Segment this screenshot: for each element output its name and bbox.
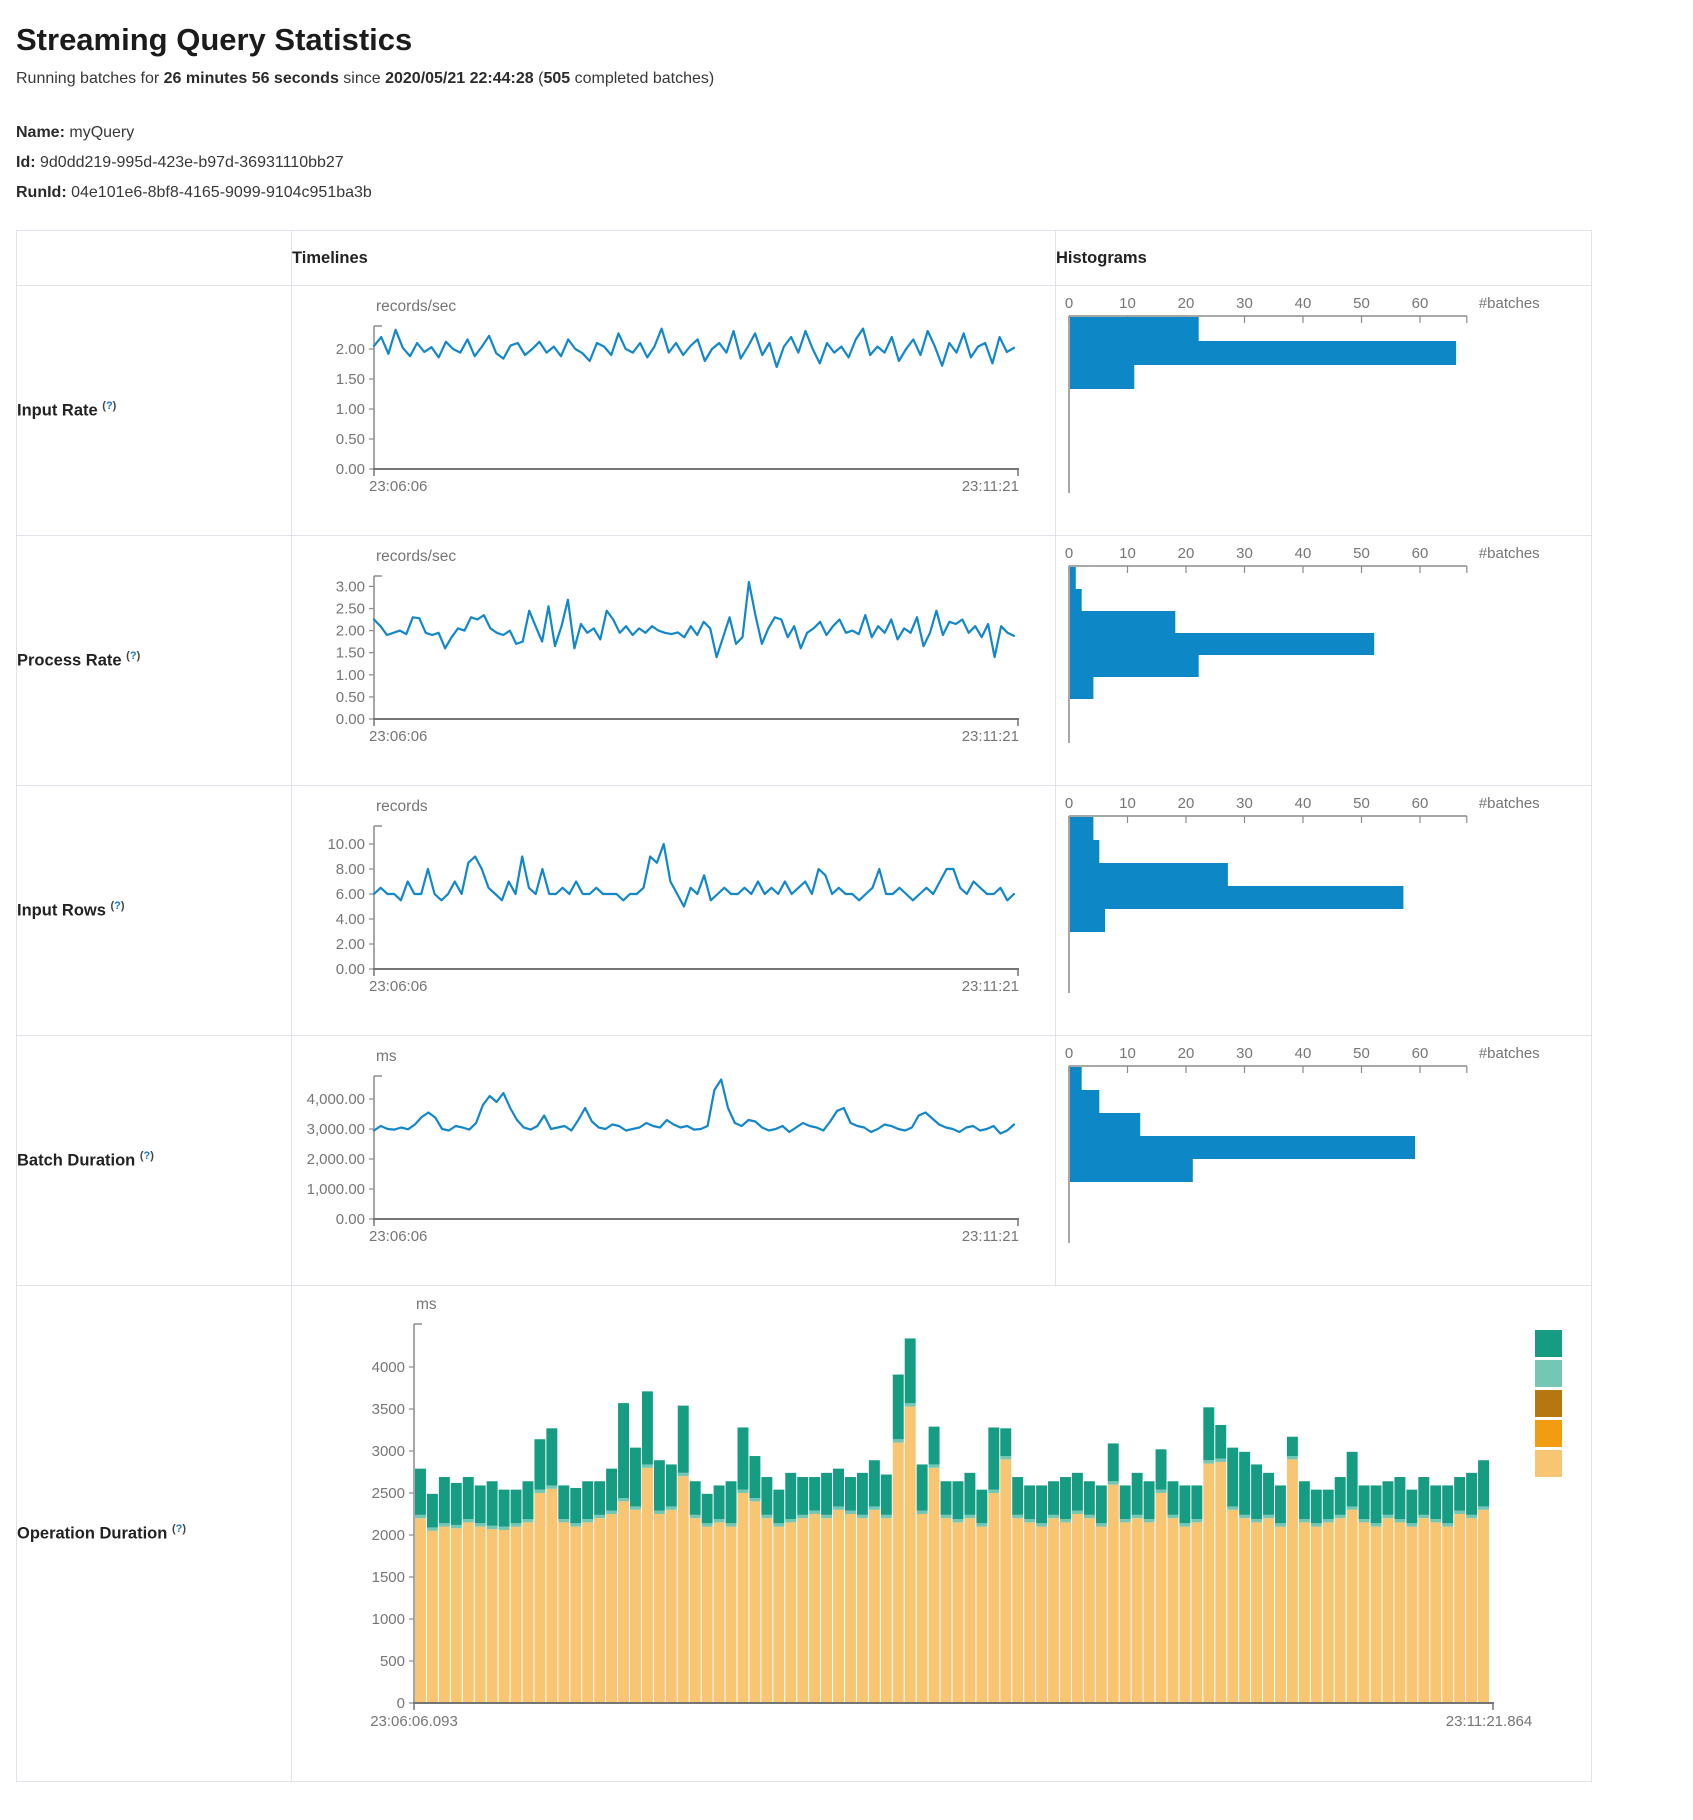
query-id-line <box>16 148 1693 178</box>
svg-text:0.50: 0.50 <box>335 688 365 706</box>
svg-text:0: 0 <box>1064 295 1074 312</box>
svg-text:6.00: 6.00 <box>335 886 365 903</box>
svg-text:23:06:06.093: 23:06:06.093 <box>370 1713 458 1730</box>
svg-text:0.00: 0.00 <box>335 961 365 978</box>
row-label: Input Rate <box>17 401 98 420</box>
svg-text:1500: 1500 <box>371 1569 405 1586</box>
query-name-line <box>16 118 1693 148</box>
svg-text:20: 20 <box>1177 545 1195 562</box>
running-since: since <box>338 70 386 87</box>
process-rate-timeline-cell <box>292 536 1056 786</box>
statistics-table <box>16 230 1592 1782</box>
svg-text:10.00: 10.00 <box>327 836 365 853</box>
svg-text:40: 40 <box>1294 1045 1312 1062</box>
batch-duration-timeline-chart <box>292 1036 1054 1284</box>
svg-text:23:11:21: 23:11:21 <box>961 728 1019 745</box>
table-header-row <box>17 231 1592 286</box>
input-rows-histogram-chart <box>1056 786 1590 1034</box>
svg-text:1000: 1000 <box>371 1611 405 1628</box>
input-rows-label-cell <box>17 786 292 1036</box>
svg-text:2.00: 2.00 <box>335 936 365 953</box>
operation-duration-label-cell <box>17 1286 292 1782</box>
svg-text:10: 10 <box>1119 295 1136 312</box>
input-rate-timeline-cell <box>292 286 1056 536</box>
running-suffix: completed batches) <box>570 70 715 87</box>
svg-text:records: records <box>376 798 428 815</box>
svg-text:30: 30 <box>1236 545 1253 562</box>
svg-text:23:06:06: 23:06:06 <box>369 728 428 745</box>
operation-duration-row <box>17 1286 1592 1782</box>
running-duration: 26 minutes 56 seconds <box>163 70 339 87</box>
svg-text:4,000.00: 4,000.00 <box>306 1091 365 1108</box>
row-label: Input Rows <box>17 901 106 920</box>
paren-open: ( <box>533 70 544 87</box>
svg-text:3,000.00: 3,000.00 <box>306 1121 365 1138</box>
svg-text:0.00: 0.00 <box>335 461 365 478</box>
empty-header-cell <box>17 231 292 286</box>
svg-text:23:11:21: 23:11:21 <box>961 978 1019 995</box>
process-rate-help-icon[interactable]: (?) <box>126 650 141 663</box>
svg-text:23:06:06: 23:06:06 <box>369 478 428 495</box>
batch-duration-row <box>17 1036 1592 1286</box>
svg-text:#batches: #batches <box>1478 795 1540 812</box>
svg-text:20: 20 <box>1177 1045 1195 1062</box>
row-label: Operation Duration <box>17 1524 168 1543</box>
svg-text:50: 50 <box>1353 545 1370 562</box>
query-runid-line <box>16 178 1693 208</box>
svg-text:2.00: 2.00 <box>335 341 365 358</box>
query-runid-value: 04e101e6-8bf8-4165-9099-9104c951ba3b <box>71 184 372 201</box>
svg-text:30: 30 <box>1236 295 1253 312</box>
svg-text:40: 40 <box>1294 795 1312 812</box>
svg-text:4000: 4000 <box>371 1359 405 1376</box>
query-name-value: myQuery <box>69 124 135 141</box>
svg-text:8.00: 8.00 <box>335 861 365 878</box>
query-runid-label: RunId: <box>16 184 67 201</box>
input-rows-help-icon[interactable]: (?) <box>110 900 125 913</box>
completed-batches-count: 505 <box>543 70 571 87</box>
batch-duration-histogram-cell <box>1056 1036 1592 1286</box>
input-rate-label-cell <box>17 286 292 536</box>
input-rows-histogram-cell <box>1056 786 1592 1036</box>
svg-text:3000: 3000 <box>371 1443 405 1460</box>
process-rate-timeline-chart <box>292 536 1054 784</box>
svg-text:0: 0 <box>1064 545 1074 562</box>
svg-text:0.50: 0.50 <box>335 431 365 448</box>
svg-text:3.00: 3.00 <box>335 578 365 596</box>
svg-text:23:11:21.864: 23:11:21.864 <box>1445 1713 1533 1730</box>
running-prefix: Running batches for <box>16 70 164 87</box>
svg-text:23:11:21: 23:11:21 <box>961 1228 1019 1245</box>
process-rate-histogram-cell <box>1056 536 1592 786</box>
svg-text:2.00: 2.00 <box>335 622 365 640</box>
input-rate-help-icon[interactable]: (?) <box>102 400 117 413</box>
input-rate-timeline-chart <box>292 286 1054 534</box>
svg-text:#batches: #batches <box>1478 545 1540 562</box>
svg-text:60: 60 <box>1411 295 1429 312</box>
page-title: Streaming Query Statistics <box>16 22 413 57</box>
svg-text:#batches: #batches <box>1478 295 1540 312</box>
input-rows-timeline-chart <box>292 786 1054 1034</box>
operation-duration-help-icon[interactable]: (?) <box>171 1523 187 1536</box>
svg-text:23:06:06: 23:06:06 <box>369 1228 428 1245</box>
query-id-value: 9d0dd219-995d-423e-b97d-36931110bb27 <box>40 154 344 171</box>
svg-text:1.00: 1.00 <box>335 666 365 684</box>
svg-text:10: 10 <box>1119 545 1136 562</box>
batch-duration-timeline-cell <box>292 1036 1056 1286</box>
svg-text:0.00: 0.00 <box>335 1211 365 1228</box>
svg-text:60: 60 <box>1411 545 1429 562</box>
svg-text:1,000.00: 1,000.00 <box>306 1181 365 1198</box>
svg-text:0.00: 0.00 <box>335 711 365 728</box>
svg-text:40: 40 <box>1294 295 1312 312</box>
row-label: Process Rate <box>17 651 122 670</box>
process-rate-label-cell <box>17 536 292 786</box>
operation-duration-chart-cell <box>292 1286 1592 1782</box>
row-label: Batch Duration <box>17 1151 136 1170</box>
batch-duration-histogram-chart <box>1056 1036 1590 1284</box>
svg-text:1.50: 1.50 <box>335 644 365 662</box>
svg-text:20: 20 <box>1177 795 1195 812</box>
svg-text:2500: 2500 <box>371 1485 405 1502</box>
svg-text:500: 500 <box>379 1653 405 1670</box>
histograms-column-header: Histograms <box>1056 231 1592 286</box>
process-rate-histogram-chart <box>1056 536 1590 784</box>
svg-text:1.00: 1.00 <box>335 401 365 418</box>
input-rate-histogram-chart <box>1056 286 1590 534</box>
input-rate-histogram-cell <box>1056 286 1592 536</box>
svg-text:2000: 2000 <box>371 1527 405 1544</box>
query-id-label: Id: <box>16 154 36 171</box>
start-timestamp: 2020/05/21 22:44:28 <box>385 70 534 87</box>
input-rate-row <box>17 286 1592 536</box>
svg-text:10: 10 <box>1119 795 1136 812</box>
batch-duration-help-icon[interactable]: (?) <box>139 1150 154 1163</box>
svg-text:50: 50 <box>1353 1045 1370 1062</box>
svg-text:60: 60 <box>1411 1045 1429 1062</box>
svg-text:#batches: #batches <box>1478 1045 1540 1062</box>
svg-text:23:11:21: 23:11:21 <box>961 478 1019 495</box>
svg-text:records/sec: records/sec <box>376 548 457 565</box>
svg-text:1.50: 1.50 <box>335 371 365 388</box>
svg-text:2.50: 2.50 <box>335 600 365 618</box>
timelines-column-header: Timelines <box>292 231 1056 286</box>
running-summary <box>16 70 1693 88</box>
svg-text:3500: 3500 <box>371 1401 405 1418</box>
svg-text:30: 30 <box>1236 1045 1253 1062</box>
svg-text:0: 0 <box>1064 1045 1074 1062</box>
batch-duration-label-cell <box>17 1036 292 1286</box>
svg-text:0: 0 <box>396 1695 405 1712</box>
svg-text:23:06:06: 23:06:06 <box>369 978 428 995</box>
svg-text:0: 0 <box>1064 795 1074 812</box>
svg-text:ms: ms <box>416 1296 437 1313</box>
process-rate-row <box>17 536 1592 786</box>
svg-text:10: 10 <box>1119 1045 1136 1062</box>
operation-duration-stacked-chart <box>292 1286 1592 1780</box>
svg-text:50: 50 <box>1353 295 1370 312</box>
query-meta <box>16 118 1693 208</box>
svg-text:records/sec: records/sec <box>376 298 457 315</box>
svg-text:60: 60 <box>1411 795 1429 812</box>
input-rows-row <box>17 786 1592 1036</box>
svg-text:50: 50 <box>1353 795 1370 812</box>
query-name-label: Name: <box>16 124 65 141</box>
svg-text:40: 40 <box>1294 545 1312 562</box>
svg-text:2,000.00: 2,000.00 <box>306 1151 365 1168</box>
svg-text:ms: ms <box>376 1048 397 1065</box>
svg-text:4.00: 4.00 <box>335 911 365 928</box>
svg-text:20: 20 <box>1177 295 1195 312</box>
input-rows-timeline-cell <box>292 786 1056 1036</box>
svg-text:30: 30 <box>1236 795 1253 812</box>
